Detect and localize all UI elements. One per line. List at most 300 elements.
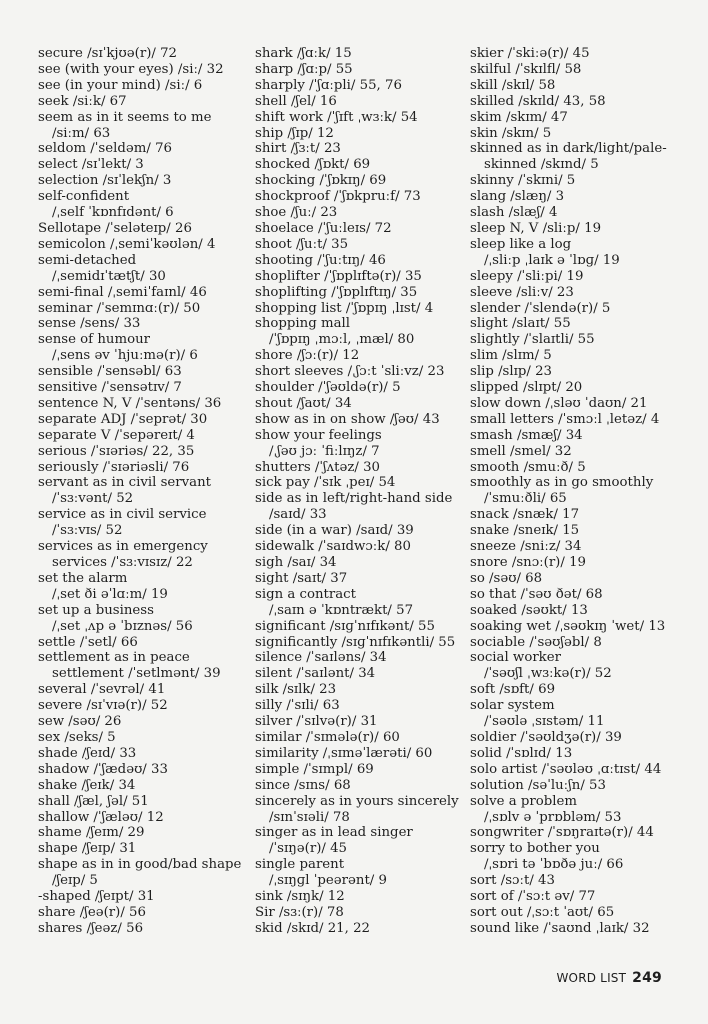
entry-line: solution /səˈluːʃn/ 53: [470, 777, 606, 793]
entry-line: separate ADJ /ˈseprət/ 30: [38, 411, 208, 427]
entry-continuation-line: /ˈsɪŋə(r)/ 45: [269, 841, 348, 857]
word-entry: [38, 444, 243, 460]
word-entry: [255, 316, 465, 348]
entry-line: shoelace /ˈʃuːleɪs/ 72: [255, 220, 392, 236]
entry-line: sociable /ˈsəʊʃəbl/ 8: [470, 634, 602, 650]
entry-line: sense of humour: [38, 332, 150, 348]
entry-line: skin /skɪn/ 5: [470, 125, 552, 141]
entry-line: separate V /ˈsepəreɪt/ 4: [38, 427, 195, 443]
word-entry: [470, 650, 695, 682]
word-entry: [38, 571, 243, 603]
entry-line: sleeve /sliːv/ 23: [470, 284, 574, 300]
entry-continuation-line: /siːm/ 63: [52, 125, 111, 141]
word-entry: [255, 523, 465, 539]
entry-line: shares /ʃeəz/ 56: [38, 920, 144, 936]
entry-line: soaking wet /ˌsəʊkɪŋ ˈwet/ 13: [470, 618, 666, 634]
word-entry: [470, 444, 695, 460]
entry-continuation-line: /ˈsmuːðli/ 65: [484, 491, 567, 507]
entry-continuation-line: /ˈʃɒpɪŋ ˌmɔːl, ˌmæl/ 80: [269, 332, 415, 348]
word-entry: [470, 730, 695, 746]
entry-line: skid /skɪd/ 21, 22: [255, 920, 370, 936]
word-entry: [255, 141, 465, 157]
word-entry: [470, 825, 695, 841]
entry-line: skilled /skɪld/ 43, 58: [470, 93, 606, 109]
entry-line: settlement as in peace: [38, 650, 190, 666]
entry-line: sign a contract: [255, 586, 356, 602]
entry-line: shadow /ˈʃædəʊ/ 33: [38, 761, 168, 777]
word-entry: [255, 555, 465, 571]
entry-line: shape /ʃeɪp/ 31: [38, 841, 137, 857]
word-entry: [470, 301, 695, 317]
word-entry: [38, 221, 243, 237]
word-entry: [470, 78, 695, 94]
entry-line: selection /sɪˈlekʃn/ 3: [38, 173, 172, 189]
entry-continuation-line: /ˈsɜːvənt/ 52: [52, 491, 134, 507]
entry-line: shocking /ˈʃɒkɪŋ/ 69: [255, 173, 387, 189]
word-entry: [38, 173, 243, 189]
entry-line: shall /ʃæl, ʃəl/ 51: [38, 793, 149, 809]
entry-line: side (in a war) /saɪd/ 39: [255, 523, 414, 539]
entry-continuation-line: /ˌʃəʊ jɔː ˈfiːlɪŋz/ 7: [269, 443, 380, 459]
entry-line: Sir /sɜː(r)/ 78: [255, 904, 344, 920]
word-entry: [255, 396, 465, 412]
word-entry: [255, 269, 465, 285]
word-entry: [38, 94, 243, 110]
word-entry: [255, 62, 465, 78]
entry-line: shape as in in good/bad shape: [38, 857, 242, 873]
entry-line: sharp /ʃɑːp/ 55: [255, 61, 353, 77]
entry-line: slender /ˈslendə(r)/ 5: [470, 300, 611, 316]
entry-line: sleep N, V /sliːp/ 19: [470, 220, 602, 236]
word-entry: [470, 237, 695, 269]
entry-continuation-line: /saɪd/ 33: [269, 507, 327, 523]
entry-line: silk /sɪlk/ 23: [255, 682, 337, 698]
entry-continuation-line: /ˌset ði əˈlɑːm/ 19: [52, 586, 168, 602]
entry-line: shore /ʃɔː(r)/ 12: [255, 348, 360, 364]
entry-line: skinny /ˈskɪni/ 5: [470, 173, 576, 189]
word-entry: [38, 46, 243, 62]
entry-line: solar system: [470, 698, 555, 714]
word-entry: [255, 746, 465, 762]
entry-line: servant as in civil servant: [38, 475, 211, 491]
word-entry: [38, 794, 243, 810]
word-entry: [38, 332, 243, 364]
word-entry: [255, 285, 465, 301]
entry-continuation-line: /ˈsɜːvɪs/ 52: [52, 523, 123, 539]
entry-line: see (with your eyes) /siː/ 32: [38, 61, 224, 77]
word-entry: [470, 428, 695, 444]
page-number: 249: [632, 970, 662, 986]
word-entry: [255, 587, 465, 619]
word-entry: [470, 173, 695, 189]
word-entry: [255, 650, 465, 666]
entry-continuation-line: /ˌsɒlv ə ˈprɒbləm/ 53: [484, 809, 622, 825]
entry-line: singer as in lead singer: [255, 825, 413, 841]
word-entry: [255, 714, 465, 730]
word-entry: [470, 316, 695, 332]
word-entry: [38, 603, 243, 635]
word-entry: [470, 762, 695, 778]
word-entry: [38, 714, 243, 730]
entry-continuation-line: /ˌself ˈkɒnfɪdənt/ 6: [52, 205, 174, 221]
entry-line: significant /sɪɡˈnɪfɪkənt/ 55: [255, 618, 435, 634]
entry-line: since /sɪns/ 68: [255, 777, 351, 793]
entry-line: set up a business: [38, 602, 154, 618]
word-entry: [255, 380, 465, 396]
word-entry: [38, 380, 243, 396]
word-entry: [255, 412, 465, 428]
word-entry: [255, 189, 465, 205]
entry-line: sort /sɔːt/ 43: [470, 873, 555, 889]
entry-line: shake /ʃeɪk/ 34: [38, 777, 136, 793]
word-entry: [38, 460, 243, 476]
entry-continuation-line: /ˌsaɪn ə ˈkɒntrækt/ 57: [269, 602, 414, 618]
word-entry: [470, 46, 695, 62]
word-entry: [470, 921, 695, 937]
word-entry: [470, 746, 695, 762]
entry-line: slip /slɪp/ 23: [470, 364, 553, 380]
entry-line: smoothly as in go smoothly: [470, 475, 654, 491]
entry-line: skilful /ˈskɪlfl/ 58: [470, 61, 582, 77]
word-entry: [38, 78, 243, 94]
word-entry: [255, 635, 465, 651]
entry-line: shooting /ˈʃuːtɪŋ/ 46: [255, 252, 386, 268]
word-entry: [38, 364, 243, 380]
word-entry: [38, 698, 243, 714]
word-entry: [470, 364, 695, 380]
entry-line: shift work /ˈʃɪft ˌwɜːk/ 54: [255, 109, 418, 125]
word-entry: [470, 682, 695, 698]
entry-line: snack /snæk/ 17: [470, 507, 580, 523]
word-entry: [470, 332, 695, 348]
word-entry: [255, 157, 465, 173]
entry-line: shallow /ˈʃæləʊ/ 12: [38, 809, 164, 825]
entry-line: shopping mall: [255, 316, 351, 332]
entry-line: shout /ʃaʊt/ 34: [255, 395, 352, 411]
word-entry: [255, 889, 465, 905]
entry-line: shoot /ʃuːt/ 35: [255, 236, 349, 252]
entry-line: solo artist /ˈsəʊləʊ ˌɑːtɪst/ 44: [470, 761, 662, 777]
word-entry: [255, 173, 465, 189]
word-entry: [470, 555, 695, 571]
entry-line: select /sɪˈlekt/ 3: [38, 157, 144, 173]
word-entry: [255, 94, 465, 110]
word-entry: [255, 571, 465, 587]
word-entry: [38, 475, 243, 507]
word-entry: [38, 507, 243, 539]
entry-line: shocked /ʃɒkt/ 69: [255, 157, 371, 173]
word-entry: [470, 587, 695, 603]
word-entry: [38, 539, 243, 571]
word-entry: [255, 921, 465, 937]
word-entry: [255, 778, 465, 794]
entry-line: seminar /ˈsemɪnɑː(r)/ 50: [38, 300, 201, 316]
page-footer: [556, 970, 662, 986]
word-entry: [38, 301, 243, 317]
entry-line: seriously /ˈsɪəriəsli/ 76: [38, 459, 190, 475]
word-entry: [470, 841, 695, 873]
entry-line: ship /ʃɪp/ 12: [255, 125, 334, 141]
entry-line: shade /ʃeɪd/ 33: [38, 745, 137, 761]
entry-line: snore /snɔː(r)/ 19: [470, 555, 586, 570]
entry-line: shoplifter /ˈʃɒplɪftə(r)/ 35: [255, 268, 422, 284]
word-entry: [470, 571, 695, 587]
entry-line: soldier /ˈsəʊldʒə(r)/ 39: [470, 729, 622, 745]
word-entry: [38, 635, 243, 651]
word-entry: [38, 316, 243, 332]
word-entry: [38, 730, 243, 746]
word-entry: [38, 650, 243, 682]
word-entry: [255, 682, 465, 698]
entry-continuation-line: /ˌsɒri tə ˈbɒðə juː/ 66: [484, 857, 624, 873]
entry-line: sight /saɪt/ 37: [255, 570, 348, 586]
entry-line: shame /ʃeɪm/ 29: [38, 825, 145, 841]
entry-line: shutters /ˈʃʌtəz/ 30: [255, 459, 381, 475]
word-entry: [38, 157, 243, 173]
entry-line: so that /ˈsəʊ ðət/ 68: [470, 586, 603, 602]
word-entry: [470, 523, 695, 539]
entry-continuation-line: services /ˈsɜːvɪsɪz/ 22: [52, 555, 193, 570]
word-entry: [255, 110, 465, 126]
entry-line: Sellotape /ˈseləteɪp/ 26: [38, 220, 192, 236]
word-entry: [38, 857, 243, 889]
word-entry: [470, 94, 695, 110]
entry-line: sentence N, V /ˈsentəns/ 36: [38, 395, 222, 411]
word-entry: [470, 412, 695, 428]
word-entry: [38, 412, 243, 428]
entry-line: several /ˈsevrəl/ 41: [38, 682, 166, 698]
entry-line: sort out /ˌsɔːt ˈaʊt/ 65: [470, 904, 615, 920]
entry-line: slipped /slɪpt/ 20: [470, 380, 583, 396]
word-entry: [470, 205, 695, 221]
word-entry: [470, 778, 695, 794]
entry-line: skill /skɪl/ 58: [470, 77, 556, 93]
entry-line: show as in on show /ʃəʊ/ 43: [255, 411, 440, 427]
word-entry: [255, 619, 465, 635]
word-entry: [38, 237, 243, 253]
entry-line: slight /slaɪt/ 55: [470, 316, 571, 332]
entry-continuation-line: /sɪnˈsɪəli/ 78: [269, 809, 350, 825]
entry-line: slang /slæŋ/ 3: [470, 189, 565, 205]
word-entry: [470, 603, 695, 619]
entry-line: seem as in it seems to me: [38, 109, 212, 125]
word-entry: [470, 110, 695, 126]
entry-line: significantly /sɪɡˈnɪfɪkəntli/ 55: [255, 634, 456, 650]
word-entry: [38, 682, 243, 698]
entry-line: skinned as in dark/light/pale-: [470, 141, 667, 157]
word-entry: [38, 889, 243, 905]
word-entry: [255, 221, 465, 237]
word-entry: [38, 810, 243, 826]
entry-line: self-confident: [38, 189, 130, 205]
word-entry: [470, 507, 695, 523]
word-entry: [255, 126, 465, 142]
word-entry: [470, 285, 695, 301]
word-entry: [255, 301, 465, 317]
word-entry: [255, 730, 465, 746]
entry-line: sense /sens/ 33: [38, 316, 141, 332]
word-entry: [38, 841, 243, 857]
entry-continuation-line: /ʃeɪp/ 5: [52, 873, 98, 889]
word-entry: [470, 396, 695, 412]
word-entry: [255, 698, 465, 714]
entry-line: shirt /ʃɜːt/ 23: [255, 141, 341, 157]
entry-line: silence /ˈsaɪləns/ 34: [255, 650, 387, 666]
entry-line: show your feelings: [255, 427, 382, 443]
entry-continuation-line: /ˈsəʊʃl ˌwɜːkə(r)/ 52: [484, 666, 612, 682]
entry-line: short sleeves /ˌʃɔːt ˈsliːvz/ 23: [255, 364, 445, 380]
entry-continuation-line: /ˌsens əv ˈhjuːmə(r)/ 6: [52, 348, 198, 364]
entry-line: small letters /ˈsmɔːl ˌletəz/ 4: [470, 411, 660, 427]
entry-line: severe /sɪˈvɪə(r)/ 52: [38, 698, 168, 714]
word-entry: [470, 380, 695, 396]
entry-line: so /səʊ/ 68: [470, 570, 543, 586]
entry-line: shockproof /ˈʃɒkpruːf/ 73: [255, 189, 421, 205]
word-entry: [255, 762, 465, 778]
entry-line: shoplifting /ˈʃɒplɪftɪŋ/ 35: [255, 284, 418, 300]
entry-line: shell /ʃel/ 16: [255, 93, 337, 109]
entry-continuation-line: /ˌsɪŋɡl ˈpeərənt/ 9: [269, 873, 387, 889]
word-entry: [470, 269, 695, 285]
entry-line: skier /ˈskiːə(r)/ 45: [470, 46, 590, 61]
word-entry: [38, 428, 243, 444]
word-entry: [255, 539, 465, 555]
word-entry: [255, 794, 465, 826]
entry-line: social worker: [470, 650, 561, 666]
entry-line: sigh /saɪ/ 34: [255, 555, 337, 570]
word-entry: [255, 475, 465, 491]
word-entry: [470, 189, 695, 205]
word-entry: [38, 189, 243, 221]
entry-line: similar /ˈsɪmələ(r)/ 60: [255, 729, 400, 745]
word-entry: [470, 475, 695, 507]
entry-line: single parent: [255, 857, 345, 873]
entry-line: songwriter /ˈsɒŋraɪtə(r)/ 44: [470, 825, 654, 841]
word-entry: [255, 666, 465, 682]
word-entry: [255, 253, 465, 269]
word-entry: [38, 396, 243, 412]
word-entry: [470, 126, 695, 142]
word-entry: [255, 428, 465, 460]
word-entry: [38, 285, 243, 301]
entry-line: shoe /ʃuː/ 23: [255, 205, 338, 221]
entry-line: settle /ˈsetl/ 66: [38, 634, 138, 650]
word-entry: [470, 794, 695, 826]
word-entry: [38, 905, 243, 921]
entry-continuation-line: /ˌsliːp ˌlaɪk ə ˈlɒɡ/ 19: [484, 252, 620, 268]
entry-line: sleep like a log: [470, 236, 572, 252]
entry-line: sex /seks/ 5: [38, 729, 116, 745]
word-entry: [255, 78, 465, 94]
entry-line: silly /ˈsɪli/ 63: [255, 698, 340, 714]
entry-line: sincerely as in yours sincerely: [255, 793, 459, 809]
entry-line: share /ʃeə(r)/ 56: [38, 904, 146, 920]
word-entry: [470, 873, 695, 889]
word-entry: [255, 348, 465, 364]
entry-line: sensitive /ˈsensətɪv/ 7: [38, 380, 182, 396]
word-entry: [470, 635, 695, 651]
word-entry: [255, 460, 465, 476]
entry-line: snake /sneɪk/ 15: [470, 523, 580, 539]
entry-line: semicolon /ˌsemiˈkəʊlən/ 4: [38, 236, 216, 252]
word-entry: [38, 746, 243, 762]
word-entry: [470, 62, 695, 78]
entry-line: sleepy /ˈsliːpi/ 19: [470, 268, 584, 284]
word-list-column-2: [255, 46, 465, 937]
entry-continuation-line: /ˌsemidɪˈtætʃt/ 30: [52, 268, 166, 284]
word-entry: [38, 825, 243, 841]
entry-line: sew /səʊ/ 26: [38, 714, 122, 730]
footer-label: WORD LIST: [556, 971, 627, 985]
entry-line: semi-final /ˌsemiˈfaɪnl/ 46: [38, 284, 207, 300]
entry-line: secure /sɪˈkjʊə(r)/ 72: [38, 46, 178, 61]
entry-line: sorry to bother you: [470, 841, 600, 857]
entry-line: skim /skɪm/ 47: [470, 109, 568, 125]
word-entry: [255, 825, 465, 857]
word-entry: [470, 348, 695, 364]
entry-line: slash /slæʃ/ 4: [470, 205, 558, 221]
word-entry: [38, 921, 243, 937]
entry-line: smash /smæʃ/ 34: [470, 427, 583, 443]
word-entry: [38, 141, 243, 157]
entry-line: slow down /ˌsləʊ ˈdaʊn/ 21: [470, 395, 648, 411]
word-entry: [255, 205, 465, 221]
word-entry: [38, 110, 243, 142]
word-entry: [470, 539, 695, 555]
entry-line: sort of /ˈsɔːt əv/ 77: [470, 889, 596, 905]
entry-line: sneeze /sniːz/ 34: [470, 539, 582, 555]
word-list-column-1: [38, 46, 243, 937]
entry-line: silver /ˈsɪlvə(r)/ 31: [255, 714, 378, 730]
word-entry: [38, 253, 243, 285]
entry-continuation-line: settlement /ˈsetlmənt/ 39: [52, 666, 221, 682]
word-entry: [470, 619, 695, 635]
entry-line: smell /smel/ 32: [470, 443, 572, 459]
word-entry: [470, 141, 695, 173]
entry-line: services as in emergency: [38, 539, 208, 555]
word-entry: [470, 221, 695, 237]
word-entry: [255, 491, 465, 523]
word-entry: [38, 778, 243, 794]
word-entry: [38, 62, 243, 78]
word-entry: [255, 364, 465, 380]
entry-line: shopping list /ˈʃɒpɪŋ ˌlɪst/ 4: [255, 300, 434, 316]
entry-line: sensible /ˈsensəbl/ 63: [38, 364, 182, 380]
entry-line: sick pay /ˈsɪk ˌpeɪ/ 54: [255, 475, 396, 491]
entry-line: simple /ˈsɪmpl/ 69: [255, 761, 374, 777]
entry-line: seldom /ˈseldəm/ 76: [38, 141, 172, 157]
word-entry: [470, 698, 695, 730]
word-entry: [470, 460, 695, 476]
entry-line: silent /ˈsaɪlənt/ 34: [255, 666, 376, 682]
word-entry: [470, 905, 695, 921]
entry-line: see (in your mind) /siː/ 6: [38, 77, 203, 93]
entry-continuation-line: /ˈsəʊlə ˌsɪstəm/ 11: [484, 714, 605, 730]
entry-line: slim /slɪm/ 5: [470, 348, 552, 364]
entry-line: semi-detached: [38, 252, 137, 268]
entry-line: sink /sɪŋk/ 12: [255, 889, 345, 905]
entry-line: solve a problem: [470, 793, 577, 809]
entry-line: similarity /ˌsɪməˈlærəti/ 60: [255, 745, 433, 761]
entry-line: solid /ˈsɒlɪd/ 13: [470, 745, 573, 761]
entry-line: set the alarm: [38, 570, 128, 586]
entry-line: sharply /ˈʃɑːpli/ 55, 76: [255, 77, 402, 93]
entry-line: smooth /smuːð/ 5: [470, 459, 586, 475]
entry-line: seek /siːk/ 67: [38, 93, 127, 109]
entry-line: serious /ˈsɪəriəs/ 22, 35: [38, 443, 195, 459]
entry-line: slightly /ˈslaɪtli/ 55: [470, 332, 595, 348]
word-entry: [255, 237, 465, 253]
